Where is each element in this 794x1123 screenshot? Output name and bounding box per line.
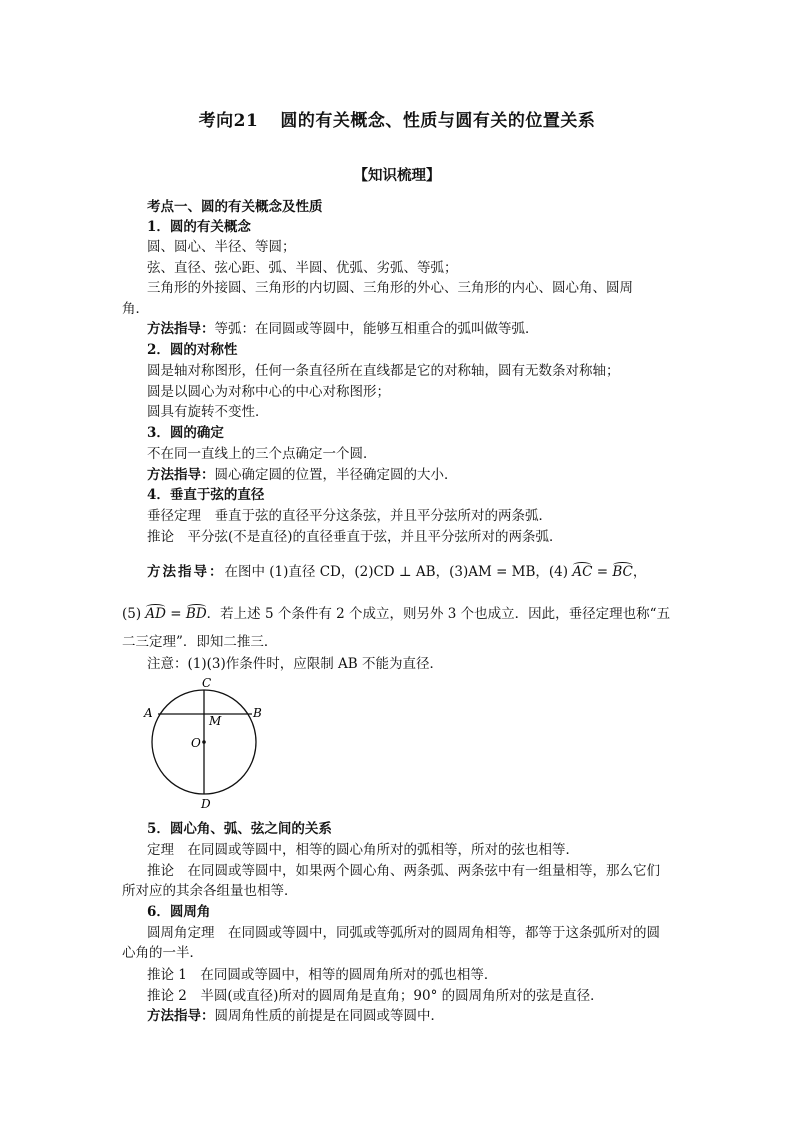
arc-ad: AD xyxy=(145,606,166,622)
s3-line1: 不在同一直线上的三个点确定一个圆． xyxy=(147,446,377,462)
page-title xyxy=(0,106,794,131)
s1-line4: 角． xyxy=(122,301,149,317)
s2-line3: 圆具有旋转不变性． xyxy=(147,404,269,420)
arc-bc: BC xyxy=(612,564,633,580)
s4-method-a xyxy=(147,563,646,581)
arc-bd: BD xyxy=(185,606,207,622)
label-c: C xyxy=(202,676,212,690)
s1-line3: 三角形的外接圆、三角形的内切圆、三角形的外心、三角形的内心、圆心角、圆周 xyxy=(147,280,633,296)
comma: ， xyxy=(632,564,647,580)
s3-title: 3．圆的确定 xyxy=(147,425,224,441)
s6-line2: 心角的一半． xyxy=(122,945,203,961)
s4-method-a-text: 在图中 (1)直径 CD，(2)CD ⊥ AB，(3)AM = MB，(4) xyxy=(224,564,573,580)
kp1-heading: 考点一、圆的有关概念及性质 xyxy=(147,199,323,215)
s4-method-b-text: ．若上述 5 个条件有 2 个成立，则另外 3 个也成立．因此，垂径定理也称“五 xyxy=(206,606,671,622)
s1-line1: 圆、圆心、半径、等圆； xyxy=(147,239,296,255)
label-m: M xyxy=(209,714,222,728)
s5-line3: 所对应的其余各组量也相等． xyxy=(122,883,298,899)
method-label: 方法指导： xyxy=(147,321,215,337)
label-a: A xyxy=(144,706,153,720)
s1-title: 1．圆的有关概念 xyxy=(147,219,251,235)
s4-line1: 垂径定理 垂直于弦的直径平分这条弦，并且平分弦所对的两条弧． xyxy=(147,508,552,524)
s4-note: 注意：(1)(3)作条件时，应限制 AB 不能为直径． xyxy=(147,656,443,672)
s1-method-text: 等弧：在同圆或等圆中，能够互相重合的弧叫做等弧． xyxy=(214,321,539,337)
center-point xyxy=(202,740,206,744)
method-label: 方法指导： xyxy=(147,564,225,580)
s1-method xyxy=(147,320,539,338)
equals-sign: = xyxy=(166,606,186,622)
title-text: 圆的有关概念、性质与圆有关的位置关系 xyxy=(280,111,596,131)
s3-method-text: 圆心确定圆的位置，半径确定圆的大小． xyxy=(214,467,458,483)
s6-method-text: 圆周角性质的前提是在同圆或等圆中． xyxy=(214,1008,444,1024)
label-o: O xyxy=(191,736,201,750)
arc-ac: AC xyxy=(572,564,593,580)
s4-method-b xyxy=(122,605,670,623)
title-label: 考向21 xyxy=(198,111,259,131)
s6-line3: 推论 1 在同圆或等圆中，相等的圆周角所对的弧也相等． xyxy=(147,967,498,983)
section-heading: 【知识梳理】 xyxy=(353,167,441,184)
s6-title: 6．圆周角 xyxy=(147,904,211,920)
equals-sign: = xyxy=(592,564,613,580)
s5-title: 5．圆心角、弧、弦之间的关系 xyxy=(147,821,332,837)
s4-method-c: 二三定理”．即知二推三． xyxy=(122,634,278,650)
s3-method xyxy=(147,466,458,484)
s4-title: 4．垂直于弦的直径 xyxy=(147,487,265,503)
method-label: 方法指导： xyxy=(147,1008,215,1024)
s5-line1: 定理 在同圆或等圆中，相等的圆心角所对的弧相等，所对的弦也相等． xyxy=(147,842,579,858)
s2-title: 2．圆的对称性 xyxy=(147,342,238,358)
s6-line4: 推论 2 半圆(或直径)所对的圆周角是直角；90° 的圆周角所对的弦是直径． xyxy=(147,988,604,1004)
s2-line1: 圆是轴对称图形，任何一条直径所在直线都是它的对称轴，圆有无数条对称轴； xyxy=(147,363,620,379)
item5-prefix: (5) xyxy=(122,606,146,622)
s4-line2: 推论 平分弦(不是直径)的直径垂直于弦，并且平分弦所对的两条弧． xyxy=(147,529,563,545)
label-b: B xyxy=(253,706,262,720)
s5-line2: 推论 在同圆或等圆中，如果两个圆心角、两条弧、两条弦中有一组量相等，那么它们 xyxy=(147,863,660,879)
s6-line1: 圆周角定理 在同圆或等圆中，同弧或等弧所对的圆周角相等，都等于这条弧所对的圆 xyxy=(147,925,660,941)
method-label: 方法指导： xyxy=(147,467,215,483)
circle-figure xyxy=(142,676,272,816)
label-d: D xyxy=(201,797,211,811)
s1-line2: 弦、直径、弦心距、弧、半圆、优弧、劣弧、等弧； xyxy=(147,260,458,276)
s2-line2: 圆是以圆心为对称中心的中心对称图形； xyxy=(147,384,390,400)
s6-method xyxy=(147,1007,444,1025)
